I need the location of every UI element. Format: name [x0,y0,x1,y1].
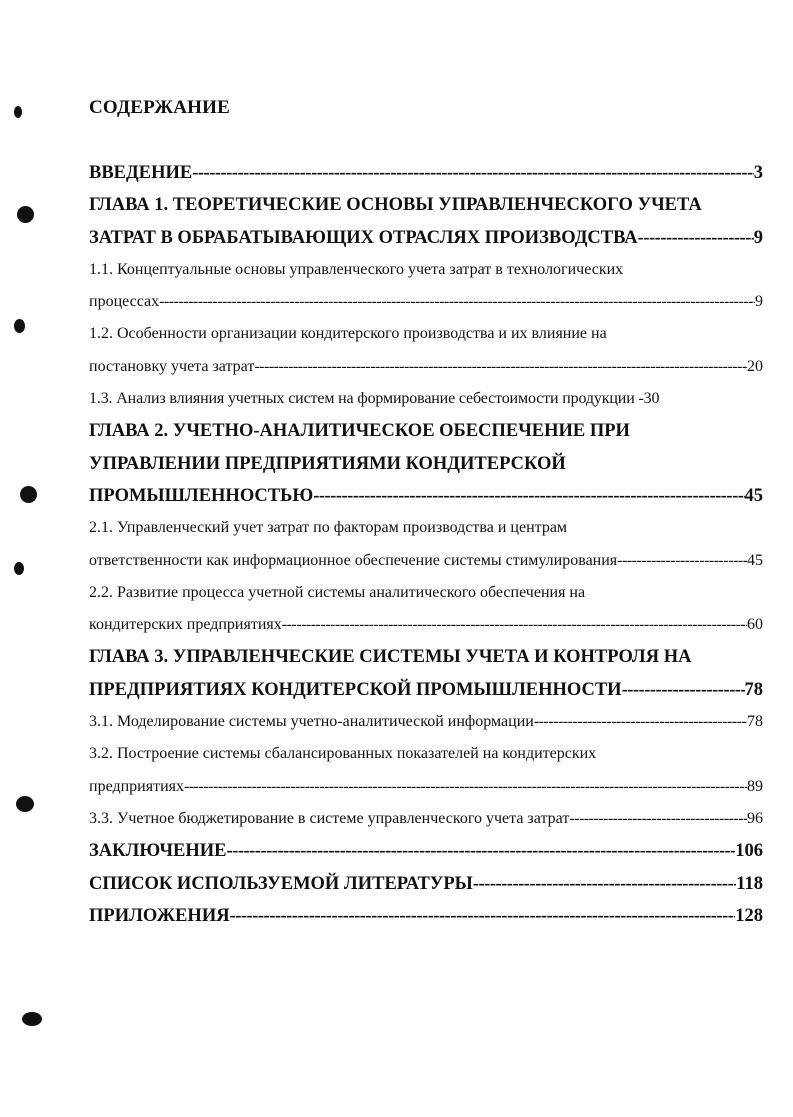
toc-entry-conclusion[interactable]: ЗАКЛЮЧЕНИЕ ----- 106 [89,835,763,867]
toc-entry-chapter-1[interactable]: ЗАТРАТ В ОБРАБАТЫВАЮЩИХ ОТРАСЛЯХ ПРОИЗВОДСТВА ----- 9 [89,222,763,254]
page-title: СОДЕРЖАНИЕ [89,97,230,118]
scan-mark [22,1012,42,1026]
toc-entry-section-3-2[interactable]: 3.2. Построение системы сбалансированных показателей на кондитерских [89,745,597,763]
scan-mark [16,796,34,812]
toc-entry-section-1-1[interactable]: 1.1. Концептуальные основы управленческого учета затрат в технологических [89,260,624,278]
scan-mark [20,486,37,503]
scan-mark [14,106,22,118]
toc-entry-section-2-1[interactable]: 2.1. Управленческий учет затрат по факторам производства и центрам [89,519,568,537]
toc-entry-section-3-2[interactable]: предприятиях ----- 89 [89,771,763,803]
toc-entry-section-1-1[interactable]: процессах ----- 9 [89,286,763,318]
toc-entry-chapter-1[interactable]: ГЛАВА 1. ТЕОРЕТИЧЕСКИЕ ОСНОВЫ УПРАВЛЕНЧЕСКОГО УЧЕТА [89,195,702,216]
toc-entry-chapter-3[interactable]: ПРЕДПРИЯТИЯХ КОНДИТЕРСКОЙ ПРОМЫШЛЕННОСТИ ----- 78 [89,674,763,706]
toc-entry-section-2-2[interactable]: кондитерских предприятиях ----- 60 [89,609,763,641]
toc-entry-chapter-2[interactable]: ГЛАВА 2. УЧЕТНО-АНАЛИТИЧЕСКОЕ ОБЕСПЕЧЕНИЕ ПРИ [89,421,630,442]
toc-entry-section-2-1[interactable]: ответственности как информационное обеспечение системы стимулирования ----- 45 [89,545,763,577]
toc-entry-chapter-2[interactable]: УПРАВЛЕНИИ ПРЕДПРИЯТИЯМИ КОНДИТЕРСКОЙ [89,453,566,474]
toc-entry-chapter-3[interactable]: ГЛАВА 3. УПРАВЛЕНЧЕСКИЕ СИСТЕМЫ УЧЕТА И КОНТРОЛЯ НА [89,647,692,668]
toc-entry-section-1-2[interactable]: постановку учета затрат ----- 20 [89,351,763,383]
toc-entry-section-3-1[interactable]: 3.1. Моделирование системы учетно-аналитической информации ----- 78 [89,706,763,738]
toc-entry-appendices[interactable]: ПРИЛОЖЕНИЯ ----- 128 [89,900,763,932]
toc-entry-chapter-2[interactable]: ПРОМЫШЛЕННОСТЬЮ ----- 45 [89,480,763,512]
toc-entry-references[interactable]: СПИСОК ИСПОЛЬЗУЕМОЙ ЛИТЕРАТУРЫ ----- 118 [89,868,763,900]
toc-entry-intro[interactable]: ВВЕДЕНИЕ ----- 3 [89,157,763,189]
toc-entry-section-3-3[interactable]: 3.3. Учетное бюджетирование в системе управленческого учета затрат ----- 96 [89,803,763,835]
scan-mark [17,206,34,223]
scan-mark [14,319,25,333]
scan-mark [14,562,24,575]
toc-entry-section-1-2[interactable]: 1.2. Особенности организации кондитерского производства и их влияние на [89,325,607,343]
toc-entry-section-1-3[interactable]: 1.3. Анализ влияния учетных систем на формирование себестоимости продукции -30 [89,390,660,408]
table-of-contents [89,157,763,932]
toc-entry-section-2-2[interactable]: 2.2. Развитие процесса учетной системы аналитического обеспечения на [89,583,586,601]
